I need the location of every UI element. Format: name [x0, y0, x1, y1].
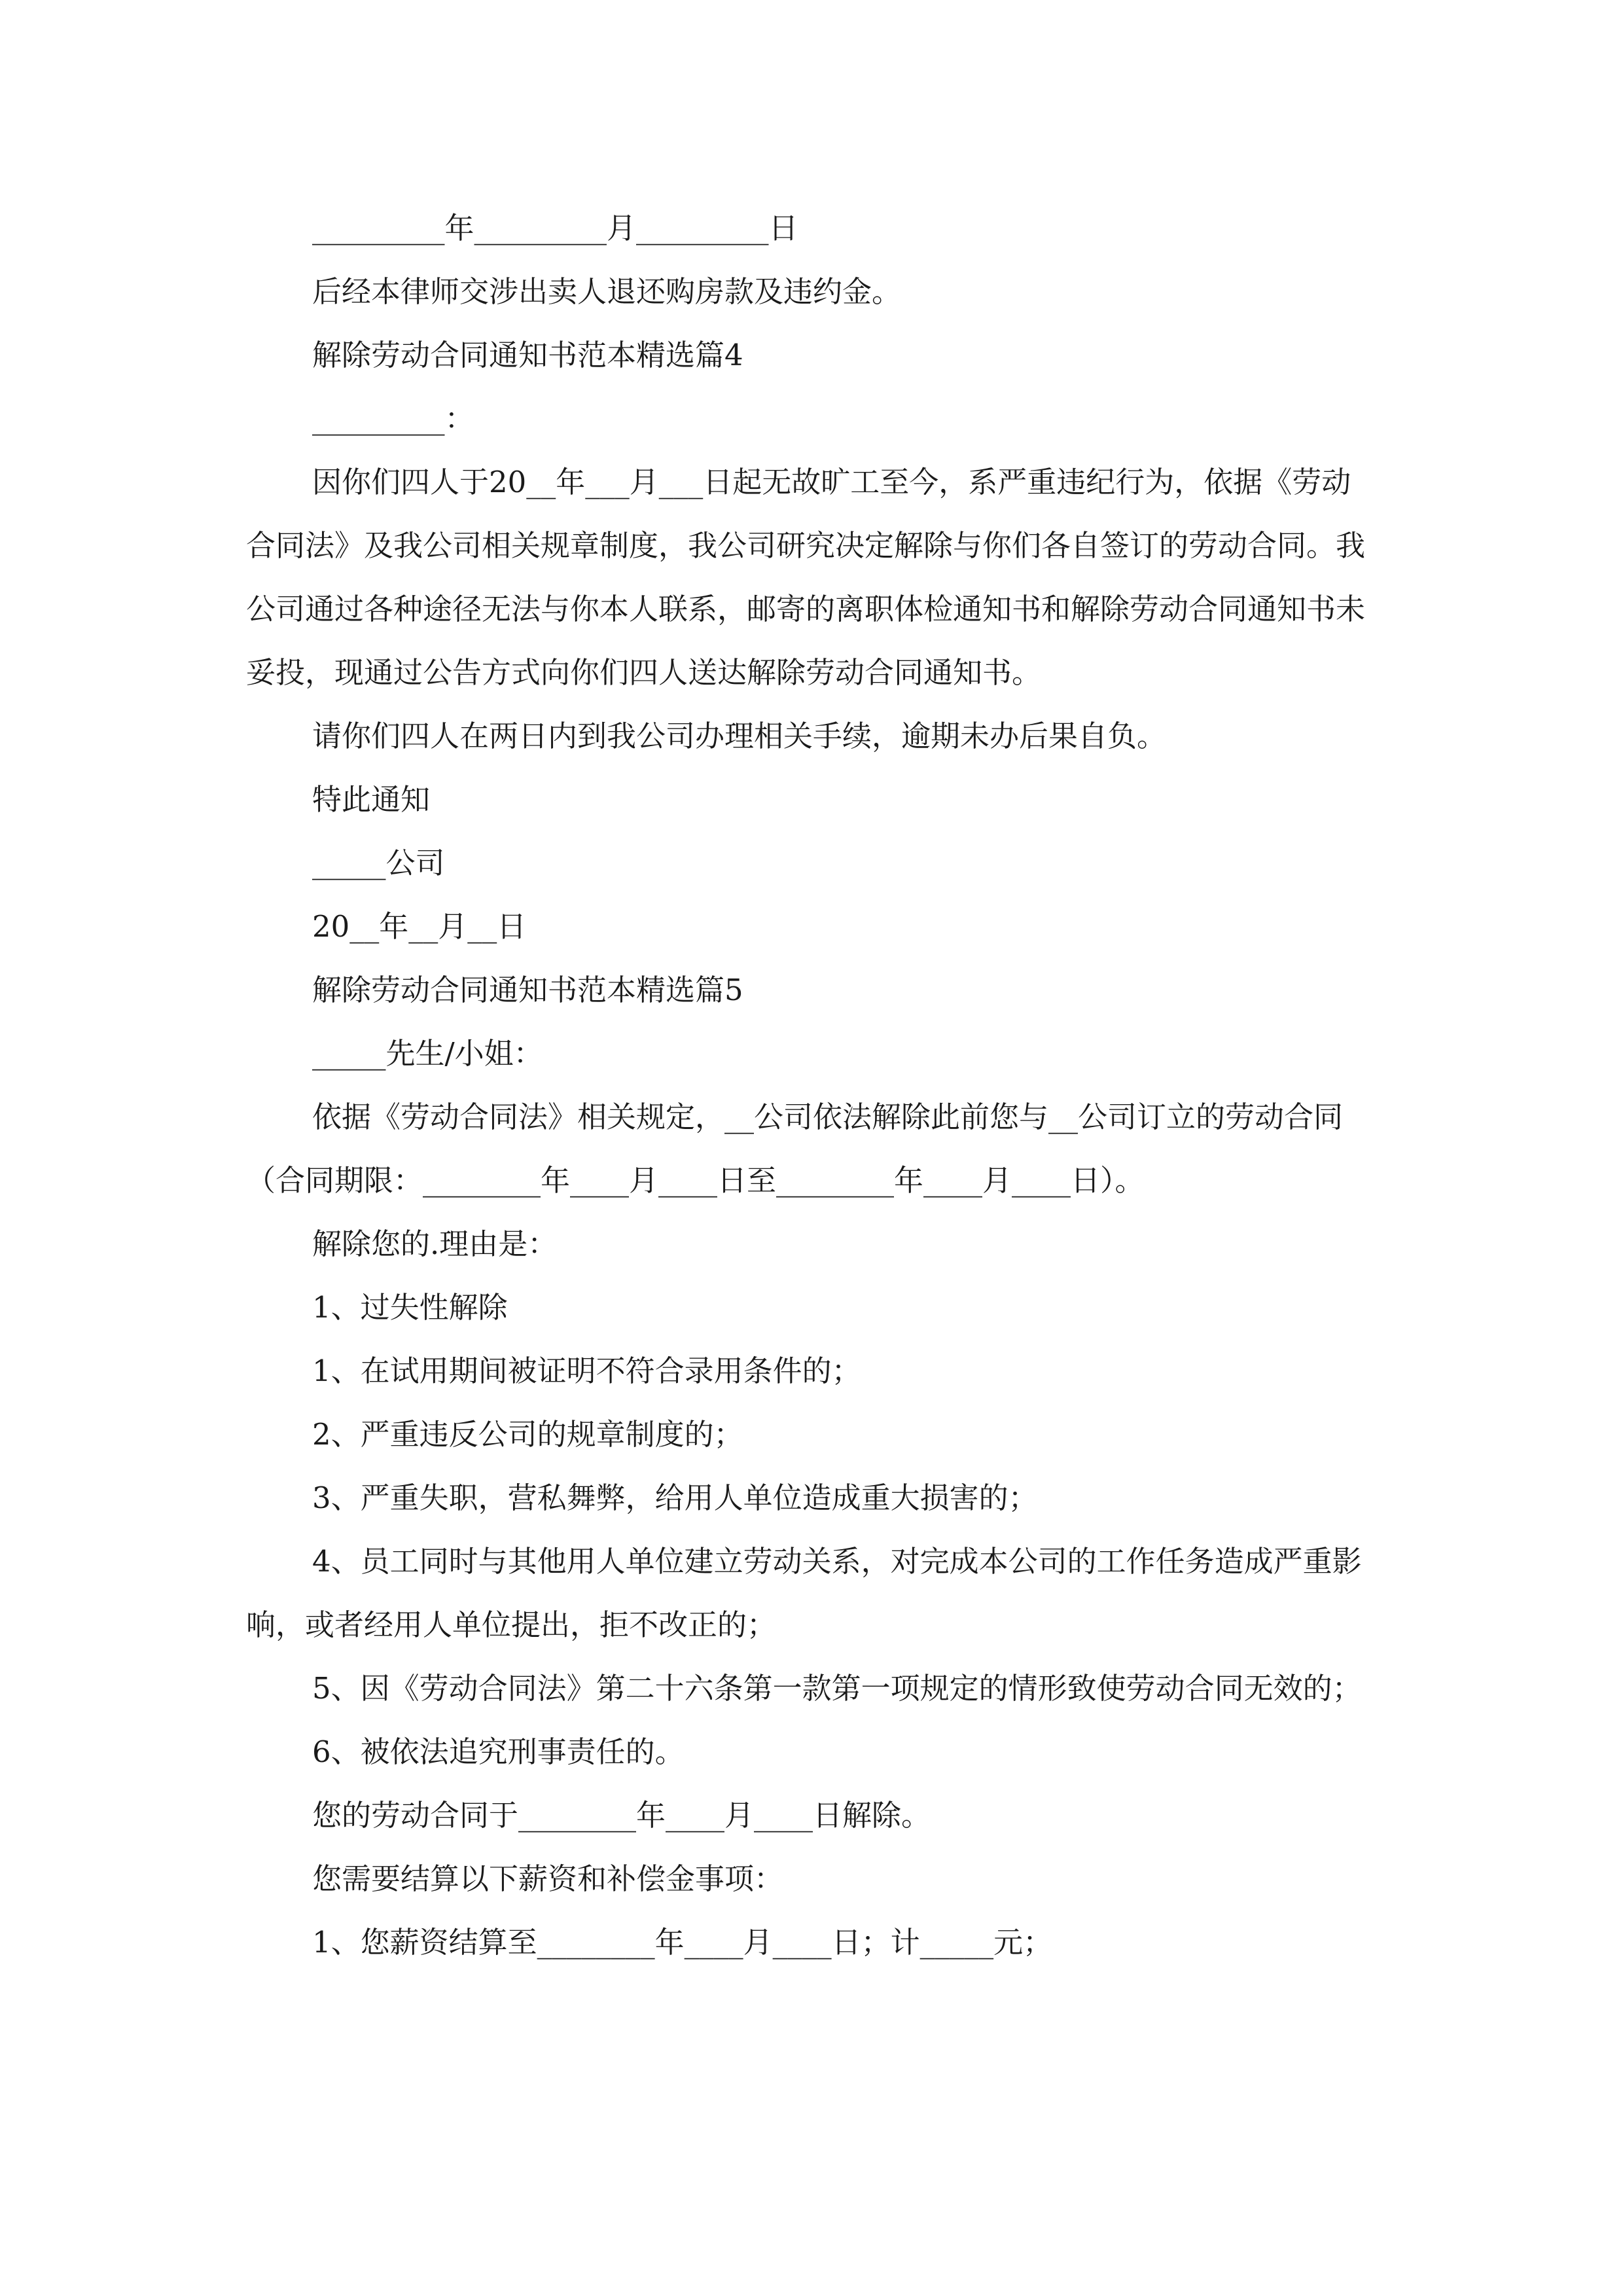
reason-heading: 解除您的.理由是：	[312, 1227, 558, 1261]
salutation-5: _____先生/小姐：	[312, 1036, 543, 1071]
list-item: 1、过失性解除	[312, 1290, 508, 1325]
notice-closing: 特此通知	[312, 782, 431, 817]
list-item: 1、您薪资结算至________年____月____日；计_____元；	[312, 1925, 1053, 1960]
settlement-heading: 您需要结算以下薪资和补偿金事项：	[312, 1861, 784, 1896]
signature-date: 20__年__月__日	[312, 909, 527, 944]
list-item: 6、被依法追究刑事责任的。	[312, 1734, 685, 1769]
list-item: 1、在试用期间被证明不符合录用条件的；	[312, 1354, 861, 1388]
list-item: 5、因《劳动合同法》第二十六条第一款第一项规定的情形致使劳动合同无效的；	[312, 1671, 1362, 1706]
date-line: _________年_________月_________日	[312, 211, 798, 245]
section-heading-4: 解除劳动合同通知书范本精选篇4	[312, 338, 743, 372]
company-signature: _____公司	[312, 846, 445, 880]
paragraph-refund: 后经本律师交涉出卖人退还购房款及违约金。	[312, 274, 902, 309]
paragraph-legal-basis: 依据《劳动合同法》相关规定，__公司依法解除此前您与__公司订立的劳动合同（合同期限：________年____月____日至________年____月____日）。	[246, 1100, 1344, 1198]
list-item: 3、严重失职，营私舞弊，给用人单位造成重大损害的；	[312, 1480, 1038, 1515]
list-item: 2、严重违反公司的规章制度的；	[312, 1417, 743, 1452]
list-item: 4、员工同时与其他用人单位建立劳动关系，对完成本公司的工作任务造成严重影响，或者经用人单位提出，拒不改正的；	[246, 1544, 1362, 1642]
document-body	[246, 196, 1378, 1974]
salutation-4: _________：	[312, 401, 474, 436]
paragraph-absence: 因你们四人于20__年___月___日起无故旷工至今，系严重违纪行为，依据《劳动合同法》及我公司相关规章制度，我公司研究决定解除与你们各自签订的劳动合同。我公司通过各种途径无法与你本人联系，邮寄的离职体检通知书和解除劳动合同通知书未妥投，现通过公告方式向你们四人送达解除劳动合同通知书。	[246, 465, 1366, 690]
section-heading-5: 解除劳动合同通知书范本精选篇5	[312, 973, 743, 1007]
paragraph-instructions: 请你们四人在两日内到我公司办理相关手续，逾期未办后果自负。	[312, 719, 1167, 753]
termination-date: 您的劳动合同于________年____月____日解除。	[312, 1798, 931, 1833]
